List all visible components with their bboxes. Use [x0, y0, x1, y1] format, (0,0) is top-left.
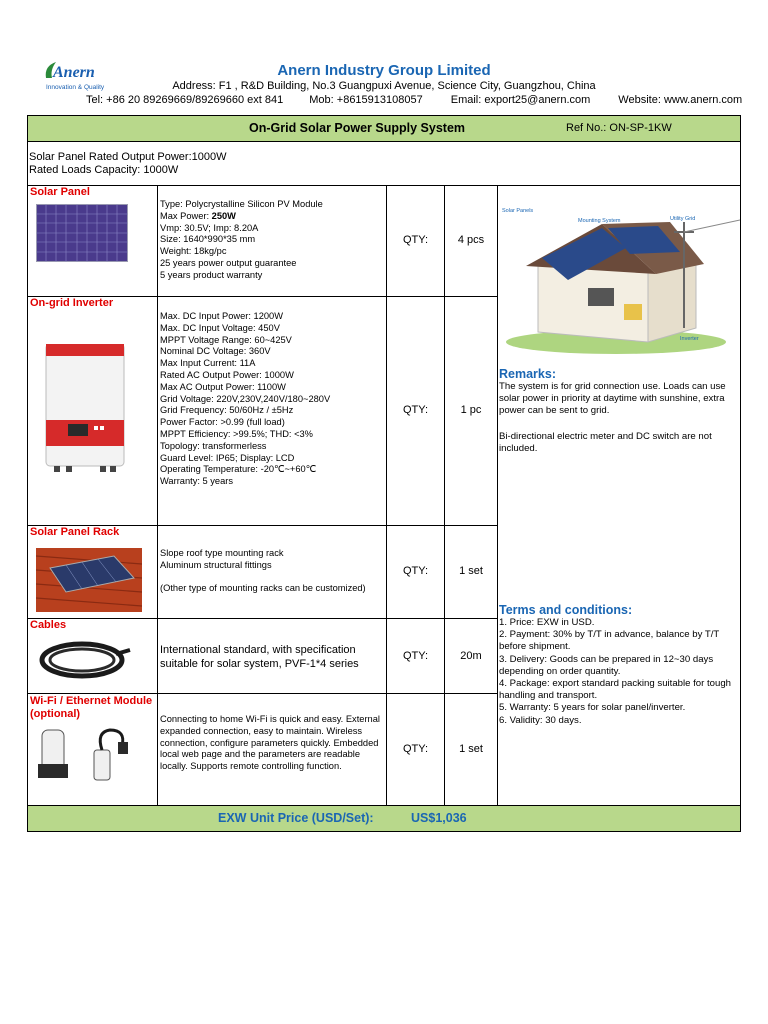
logo-tagline: Innovation & Quality: [46, 84, 105, 91]
wifi-module-image: [34, 726, 144, 788]
logo-text: Anern: [53, 64, 95, 81]
qty-wifi-module: 1 set: [459, 743, 483, 755]
category-inverter: On-grid Inverter: [30, 297, 114, 309]
mobile: Mob: +8615913108057: [309, 94, 423, 106]
qty-rack: 1 set: [459, 565, 483, 577]
qty-label: QTY:: [402, 234, 429, 246]
solar-panel-image: [36, 204, 128, 262]
title-text: On-Grid Solar Power Supply System: [248, 121, 466, 135]
inverter-image: [42, 344, 128, 474]
label-solar-panels: Solar Panels: [502, 208, 534, 214]
qty-inverter: 1 pc: [460, 404, 482, 416]
qty-cables: 20m: [460, 650, 482, 662]
category-rack: Solar Panel Rack: [30, 526, 120, 538]
contact-line: [86, 94, 742, 106]
remarks-heading: Remarks:: [499, 367, 556, 381]
qty-solar-panel: 4 pcs: [457, 234, 485, 246]
spec-cables: International standard, with specification suitable for solar system, PVF-1*4 series: [160, 644, 359, 670]
summary-power: Solar Panel Rated Output Power:1000W: [29, 151, 227, 163]
website-link[interactable]: Website: www.anern.com: [618, 94, 743, 106]
tel: Tel: +86 20 89269669/89269660 ext 841: [86, 94, 284, 106]
category-wifi-module: Wi-Fi / Ethernet Module (optional): [30, 695, 153, 720]
remarks-text-1: The system is for grid connection use. Loads can use solar power in priority at daytime with sunshine, extra power can be sent to grid.: [499, 381, 726, 417]
rack-image: [36, 548, 142, 612]
remarks-text-2: Bi-directional electric meter and DC switch are not included.: [499, 431, 712, 455]
qty-label: QTY:: [402, 565, 429, 577]
category-cables: Cables: [30, 619, 67, 631]
label-utility-grid: Utility Grid: [670, 216, 696, 222]
label-mounting-system: Mounting System: [578, 218, 621, 224]
qty-label: QTY:: [402, 404, 429, 416]
ref-number: Ref No.: ON-SP-1KW: [566, 122, 672, 134]
spec-wifi-module: Connecting to home Wi-Fi is quick and easy. External expanded connection, easy to maintain. Wireless connection, configure parameters quickly. Embedded local web page and the parameters are readable locally. Supports remote controlling function.: [160, 714, 380, 772]
terms-text: 1. Price: EXW in USD. 2. Payment: 30% by T/T in advance, balance by T/T before shipment. 3. Delivery: Goods can be prepared in 12~30 days depending on order quantity. 4. Package: export standard packing suitable for tough handling and transport. 5. Warranty: 5 years for solar panel/inverter. 6. Validity: 30 days.: [499, 617, 731, 726]
summary-load: Rated Loads Capacity: 1000W: [29, 164, 179, 176]
cable-image: [36, 636, 132, 682]
price-value: US$1,036: [411, 811, 467, 825]
label-inverter: Inverter: [680, 336, 699, 342]
price-label: EXW Unit Price (USD/Set):: [218, 811, 374, 825]
spec-inverter: Max. DC Input Power: 1200W Max. DC Input Voltage: 450V MPPT Voltage Range: 60~425V Nominal DC Voltage: 360V Max Input Current: 11A Rated AC Output Power: 1000W Max AC Output Power: 1100W Grid Voltage: 220V,230V,240V/180~280V Grid Frequency: 50/60Hz / ±5Hz Power Factor: >0.99 (full load) MPPT Efficiency: >99.5%; THD: <3% Topology: transformerless Guard Level: IP65; Display: LCD Operating Temperature: -20℃~+60℃ Warranty: 5 years: [160, 311, 331, 487]
qty-label: QTY:: [402, 743, 429, 755]
price-bar: [27, 805, 741, 832]
system-diagram-image: [498, 192, 740, 357]
terms-heading: Terms and conditions:: [499, 603, 633, 617]
category-solar-panel: Solar Panel: [30, 186, 90, 198]
company-name: Anern Industry Group Limited: [277, 62, 491, 79]
spec-rack: Slope roof type mounting rack Aluminum structural fittings (Other type of mounting racks can be customized): [160, 548, 366, 594]
email-link[interactable]: Email: export25@anern.com: [450, 94, 591, 106]
company-address: Address: F1 , R&D Building, No.3 Guangpuxi Avenue, Science City, Guangzhou, China: [172, 80, 596, 92]
qty-label: QTY:: [402, 650, 429, 662]
spec-solar-panel: Type: Polycrystalline Silicon PV Module Max Power: 250W Vmp: 30.5V; Imp: 8.20A Size: 1640*990*35 mm Weight: 18kg/pc 25 years power output guarantee 5 years product warranty: [160, 199, 323, 280]
